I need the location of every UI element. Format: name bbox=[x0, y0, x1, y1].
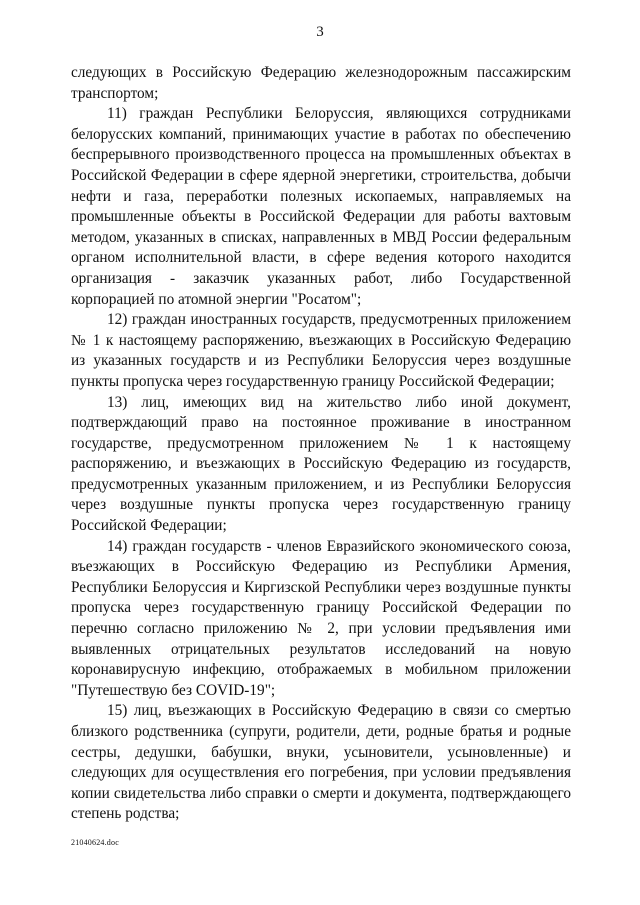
paragraph-item-13: 13) лиц, имеющих вид на жительство либо иной документ, подтверждающий право на постоянное проживание в иностранном государстве, предусмотренном приложением № 1 к настоящему распоряжению, и въезжающих в Российскую Федерацию из государств, предусмотренных указанным приложением, и из Республики Белоруссия через воздушные пункты пропуска через государственную границу Российской Федерации; bbox=[71, 393, 571, 535]
paragraph-item-11: 11) граждан Республики Белоруссия, являющихся сотрудниками белорусских компаний, принимающих участие в работах по обеспечению беспрерывного производственного процесса на промышленных объектах в Российской Федерации в сфере ядерной энергетики, строительства, добычи нефти и газа, переработки полезных ископаемых, направляемых на промышленные объекты в Российской Федерации для работы вахтовым методом, указанных в списках, направленных в МВД России федеральным органом исполнительной власти, в сфере ведения которого находится организация - заказчик указанных работ, либо Государственной корпорацией по атомной энергии "Росатом"; bbox=[71, 105, 571, 308]
page-number: 3 bbox=[316, 24, 324, 40]
document-body bbox=[71, 63, 571, 825]
paragraph-item-15: 15) лиц, въезжающих в Российскую Федерацию в связи со смертью близкого родственника (супруги, родители, дети, родные братья и родные сестры, дедушки, бабушки, внуки, усыновители, усыновленные) и следующих для осуществления его погребения, при условии предъявления копии свидетельства либо справки о смерти и документа, подтверждающего степень родства; bbox=[71, 702, 571, 823]
footer-file-code: 21040624.doc bbox=[71, 838, 119, 847]
paragraph-item-14: 14) граждан государств - членов Евразийского экономического союза, въезжающих в Российскую Федерацию из Республики Армения, Республики Белоруссия и Киргизской Республики через воздушные пункты пропуска через государственную границу Российской Федерации по перечню согласно приложению № 2, при условии предъявления ими выявленных отрицательных результатов исследований на новую коронавирусную инфекцию, отображаемых в мобильном приложении "Путешествую без COVID-19"; bbox=[71, 537, 571, 699]
paragraph-continuation: следующих в Российскую Федерацию железнодорожным пассажирским транспортом; bbox=[71, 64, 571, 102]
paragraph-item-12: 12) граждан иностранных государств, предусмотренных приложением № 1 к настоящему распоряжению, въезжающих в Российскую Федерацию из указанных государств и из Республики Белоруссия через воздушные пункты пропуска через государственную границу Российской Федерации; bbox=[71, 311, 571, 390]
